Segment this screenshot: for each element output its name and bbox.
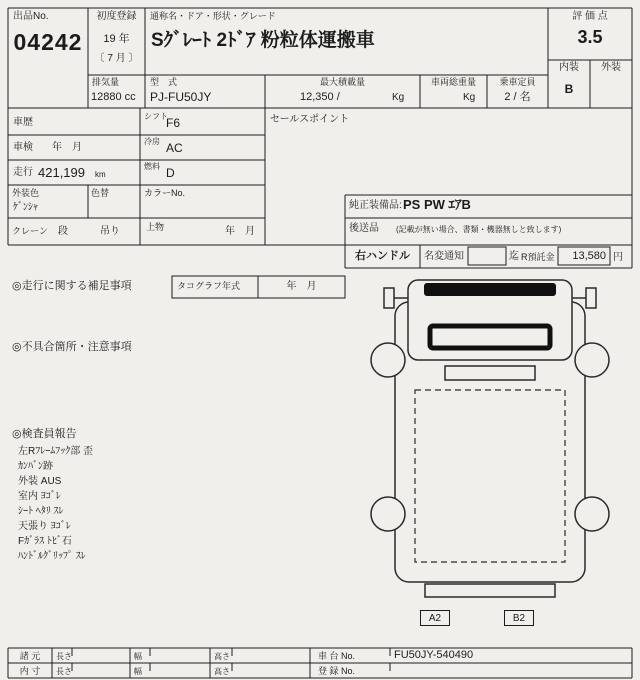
- displacement-value: 12880 cc: [91, 91, 136, 103]
- exhibit-no: 04242: [13, 29, 83, 55]
- cooling-value: AC: [166, 141, 183, 155]
- mileage-label: 走行: [13, 167, 33, 178]
- length-label: 長さ: [56, 652, 72, 661]
- rear-left-wheel: [371, 497, 405, 531]
- height-label: 高さ: [214, 652, 230, 661]
- score-label: 評 価 点: [572, 11, 608, 22]
- capacity-label: 乗車定員: [499, 77, 536, 87]
- body-label: 上物: [146, 222, 165, 232]
- inspection-value: 年 月: [52, 142, 82, 153]
- inner-dimensions-label: 内 寸: [19, 666, 41, 676]
- inspector-report-line: 外装 AUS: [18, 476, 62, 487]
- sales-point-label: セールスポイント: [270, 114, 350, 125]
- mileage-value: 421,199: [38, 165, 85, 180]
- height-label: 高さ: [214, 667, 230, 676]
- fuel-label: 燃料: [144, 162, 160, 171]
- equipment-label: 純正装備品:: [349, 200, 402, 211]
- spec-dimensions-label: 諸 元: [19, 651, 41, 661]
- fuel-value: D: [166, 166, 175, 180]
- damage-marker-b2: B2: [504, 610, 534, 626]
- truck-windshield: [424, 283, 556, 296]
- name-change-label: 名変通知: [424, 251, 464, 262]
- displacement-label: 排気量: [92, 77, 120, 87]
- max-load-value: 12,350 /: [300, 91, 340, 103]
- model-label: 型 式: [150, 77, 178, 87]
- inspector-report-line: ｼｰﾄ ﾍﾀﾘ ｽﾚ: [18, 506, 64, 517]
- registration-no-label: 登 録 No.: [318, 666, 356, 676]
- exterior-grade-label: 外装: [601, 62, 621, 73]
- crane-label: クレーン: [12, 226, 48, 236]
- model-value: PJ-FU50JY: [150, 90, 212, 104]
- chassis-no-value: FU50JY-540490: [394, 649, 474, 661]
- crane-hoist-label: 吊り: [100, 226, 120, 237]
- first-registration-label: 初度登録: [96, 11, 137, 22]
- recycle-deposit-unit: 円: [613, 252, 623, 263]
- equipment-value: PS PW ｴｱB: [403, 197, 471, 212]
- recycle-deposit-value: 13,580: [572, 250, 606, 262]
- history-label: 車歴: [13, 117, 33, 128]
- cooling-label: 冷房: [144, 137, 160, 146]
- inspector-report-line: 室内 ﾖｺﾞﾚ: [18, 491, 61, 502]
- until-label: 迄: [509, 251, 519, 262]
- length-label: 長さ: [56, 667, 72, 676]
- exterior-color-label: 外装色: [12, 188, 40, 198]
- inspector-report-line: ﾊﾝﾄﾞﾙｸﾞﾘｯﾌﾟ ｽﾚ: [18, 551, 86, 562]
- inspector-report-line: 天張り ﾖｺﾞﾚ: [18, 521, 71, 532]
- truck-bed-inner-dashed: [415, 390, 565, 562]
- first-registration-month: 〔 7 月 〕: [94, 53, 139, 64]
- exterior-color-value: ｹﾞﾝｼｬ: [13, 202, 38, 213]
- tachograph-label: タコグラフ年式: [177, 281, 241, 291]
- defects-title: ◎不具合箇所・注意事項: [12, 341, 132, 353]
- gvw-label: 車両総重量: [430, 77, 476, 87]
- rear-right-wheel: [575, 497, 609, 531]
- vehicle-name: Sｸﾞﾚｰﾄ 2ﾄﾞｱ 粉粒体運搬車: [151, 30, 375, 51]
- inspector-title: ◎検査員報告: [12, 428, 77, 440]
- max-load-unit: Kg: [392, 92, 405, 103]
- capacity-value: 2 / 名: [504, 91, 531, 103]
- recycle-deposit-label: R預託金: [521, 252, 555, 262]
- exhibit-no-label: 出品No.: [13, 11, 49, 22]
- inspection-label: 車検: [13, 142, 33, 153]
- truck-bed-front-panel: [445, 366, 535, 380]
- inspector-report-line: 左Rﾌﾚｰﾑﾌｯｸ部 歪: [18, 446, 93, 457]
- inspector-report-line: ｶﾝﾊﾞﾝ跡: [18, 461, 53, 472]
- shift-label: シフト: [144, 112, 168, 121]
- mileage-unit: km: [95, 170, 106, 179]
- mileage-note-title: ◎走行に関する補足事項: [12, 280, 132, 292]
- first-registration-year: 19 年: [103, 33, 130, 45]
- damage-marker-a2: A2: [420, 610, 450, 626]
- body-value: 年 月: [225, 226, 255, 237]
- interior-grade-value: B: [564, 82, 574, 96]
- color-change-label: 色替: [91, 188, 110, 198]
- chassis-no-label: 車 台 No.: [318, 651, 356, 661]
- tachograph-value: 年 月: [286, 281, 317, 292]
- front-right-wheel: [575, 343, 609, 377]
- shift-value: F6: [166, 116, 181, 130]
- truck-diagram-area: [350, 272, 630, 642]
- front-left-wheel: [371, 343, 405, 377]
- later-items-label: 後送品: [349, 223, 379, 234]
- interior-grade-label: 内装: [559, 62, 579, 73]
- right-mirror: [586, 288, 596, 308]
- max-load-label: 最大積載量: [319, 77, 365, 87]
- score-value: 3.5: [577, 27, 603, 47]
- crane-step-label: 段: [58, 226, 68, 237]
- later-items-note: (記載が無い場合、書類・機器無しと致します): [396, 225, 562, 234]
- truck-rear-gate: [425, 584, 555, 597]
- width-label: 幅: [134, 652, 142, 661]
- vehicle-name-header: 通称名・ドア・形状・グレード: [150, 11, 276, 21]
- left-mirror: [384, 288, 394, 308]
- gvw-unit: Kg: [463, 92, 476, 103]
- truck-top-view-diagram: [350, 272, 630, 642]
- steering-position-label: 右ハンドル: [355, 250, 410, 262]
- inspector-report-line: Fｶﾞﾗｽ ﾄﾋﾞ石: [18, 536, 72, 547]
- color-no-label: カラーNo.: [144, 188, 186, 198]
- width-label: 幅: [134, 667, 142, 676]
